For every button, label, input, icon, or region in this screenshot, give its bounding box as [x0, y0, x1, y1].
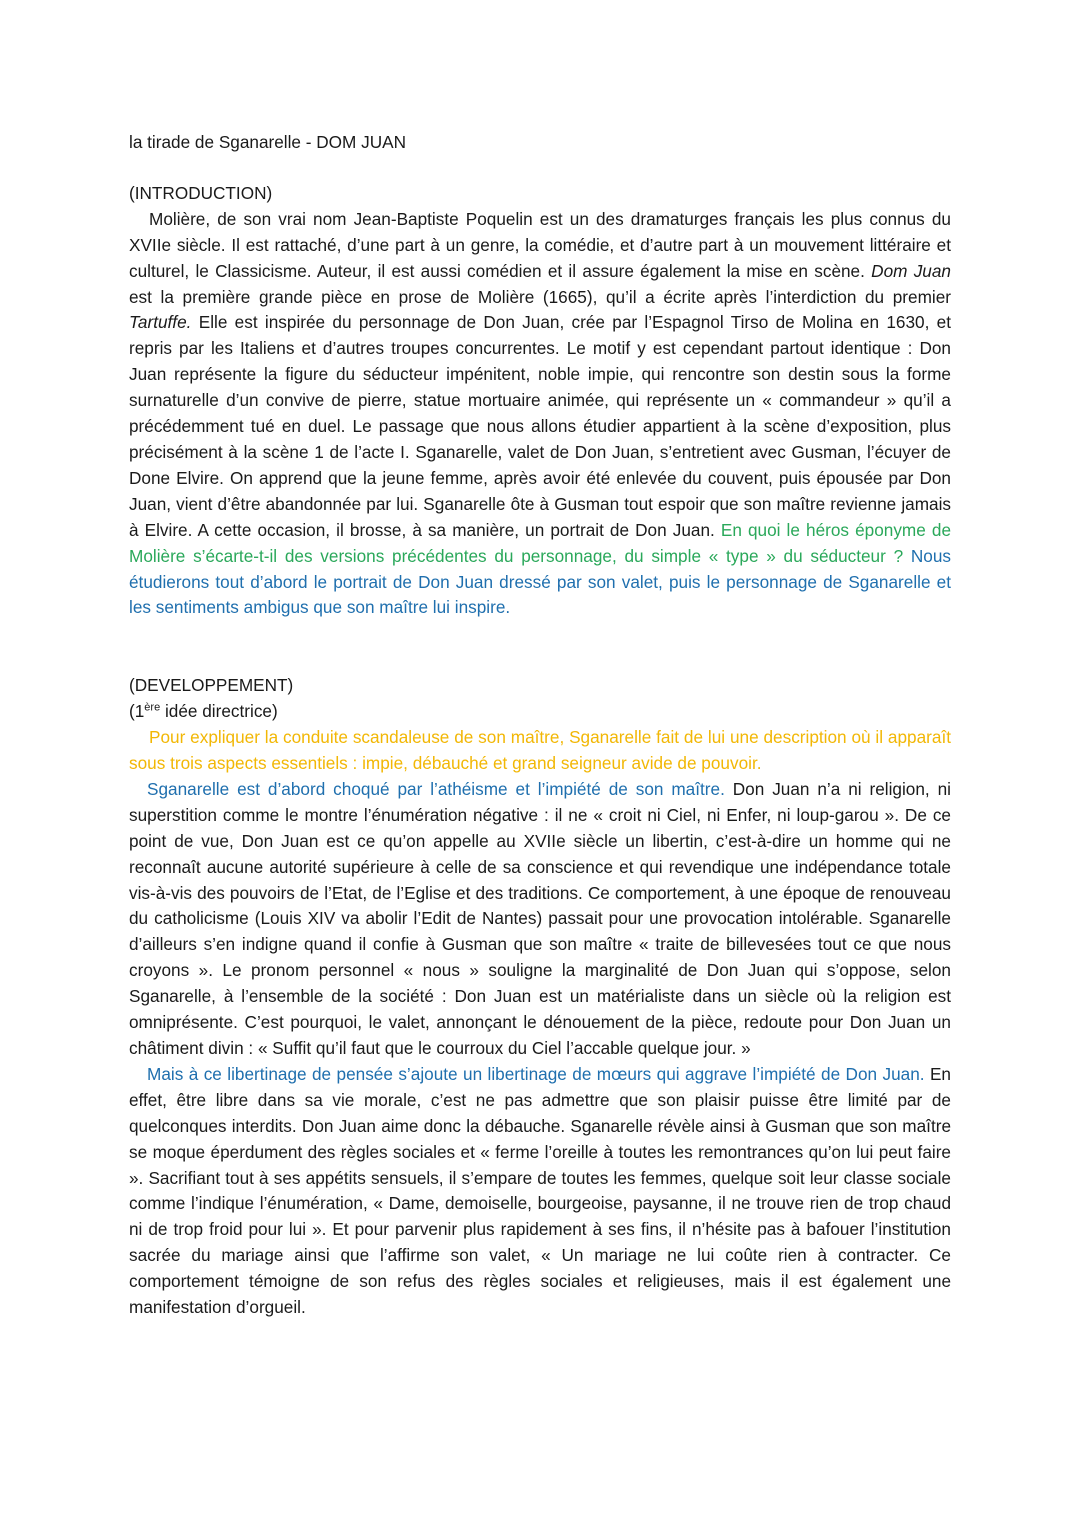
paragraph-debauche-body: En effet, être libre dans sa vie morale, c’est ne pas admettre que son plaisir puisse être limité par de quelconques interdits. Don Juan aime donc la débauche. Sganarelle révèle ainsi à Gusman que son maître se moque éperdument des règles sociales et « ferme l’oreille à toutes les remontrances qu’on lui peut faire ». Sacrifiant tout à ses appétits sensuels, il s’empare de toutes les femmes, quelque soit leur classe sociale comme l’indique l’énumération, « Dame, demoiselle, bourgeoise, paysanne, il ne trouve rien de trop chaud ni de trop froid pour lui ». Et pour parvenir plus rapidement à ses fins, il n’hésite pas à bafouer l’institution sacrée du mariage ainsi que l’affirme son valet, « Un mariage ne lui coûte rien à contracter. Ce comportement témoigne de son refus des règles sociales et religieuses, mais il est également une manifestation d’orgueil. — [129, 1063, 951, 1318]
main-idea: Pour expliquer la conduite scandaleuse de son maître, Sganarelle fait de lui une description où il apparaît sous trois aspects essentiels : impie, débauché et grand seigneur avide de pouvoir. — [129, 727, 951, 774]
idea-heading-open: (1 — [129, 701, 145, 722]
intro-text-3: Elle est inspirée du personnage de Don Juan, crée par l’Espagnol Tirso de Molina en 1630, et repris par les Italiens et d’autres troupes concurrentes. Le motif y est cependant partout identique : Don Juan représente la figure du séducteur impénitent, noble impie, qui rencontre son destin sous la forme surnaturelle d’un convive de pierre, statue mortuaire animée, qui représente un « commandeur » qu’il a précédemment tué en duel. Le passage que nous allons étudier appartient à la scène d’exposition, plus précisément à la scène 1 de l’acte I. Sganarelle, valet de Don Juan, s’entretient avec Gusman, l’écuyer de Done Elvire. On apprend que la jeune femme, après avoir été enlevée du couvent, puis épousée par Don Juan, vient d’être abandonnée par lui. Sganarelle ôte à Gusman tout espoir que son maître revienne jamais à Elvire. A cette occasion, il brosse, à sa manière, un portrait de Don Juan. — [129, 312, 951, 540]
idea-heading-rest: idée directrice) — [160, 701, 278, 722]
paragraph-impiete — [129, 777, 951, 1062]
problematique: En quoi le héros éponyme de Molière s’écarte-t-il des versions précédentes du personnage, du simple « type » du séducteur ? — [129, 519, 951, 566]
introduction-heading: (INTRODUCTION) — [129, 182, 273, 203]
introduction-paragraph — [129, 207, 951, 622]
intro-text-2: est la première grande pièce en prose de Molière (1665), qu’il a écrite après l’interdiction du premier — [129, 286, 951, 307]
document-title: la tirade de Sganarelle - DOM JUAN — [129, 132, 407, 152]
work-title: Dom Juan — [871, 260, 951, 281]
development-heading: (DEVELOPPEMENT) — [129, 675, 294, 696]
intro-text-1: Molière, de son vrai nom Jean-Baptiste Poquelin est un des dramaturges français les plus connus du XVIIe siècle. Il est rattaché, d’une part à un genre, la comédie, et d’autre part à un mouvement littéraire et culturel, le Classicisme. Auteur, il est aussi comédien et il assure également la mise en scène. — [129, 208, 951, 281]
idea-heading-sup: ère — [144, 701, 161, 714]
tartuffe-title: Tartuffe. — [129, 312, 192, 333]
paragraph-impiete-body: Don Juan n’a ni religion, ni superstition comme le montre l’énumération négative : il ne « croit ni Ciel, ni Enfer, ni loup-garou ». De ce point de vue, Don Juan est ce qu’on appelle au XVIIe siècle un libertin, c’est-à-dire un homme qui ne reconnaît aucune autorité supérieure à celle de sa conscience et qui revendique une indépendance totale vis-à-vis des pouvoirs de l’Etat, de l’Eglise et des traditions. Ce comportement, à une époque de renouveau du catholicisme (Louis XIV va abolir l’Edit de Nantes) passait pour une provocation intolérable. Sganarelle d’ailleurs s’en indigne quand il confie à Gusman que son maître « traite de billevesées tout ce que nous croyons ». Le pronom personnel « nous » souligne la marginalité de Don Juan qui s’oppose, selon Sganarelle, à l’ensemble de la société : Don Juan est un matérialiste dans un siècle où la religion est omniprésente. C’est pourquoi, le valet, annonçant le dénouement de la pièce, redoute pour Don Juan un châtiment divin : « Suffit qu’il faut que le courroux du Ciel l’accable quelque jour. » — [129, 778, 951, 1058]
paragraph-debauche — [129, 1062, 951, 1321]
section-spacer — [129, 621, 951, 673]
paragraph-impiete-lead: Sganarelle est d’abord choqué par l’athéisme et l’impiété de son maître. — [147, 778, 725, 799]
paragraph-debauche-lead: Mais à ce libertinage de pensée s’ajoute un libertinage de mœurs qui aggrave l’impiété de Don Juan. — [147, 1063, 925, 1084]
plan-annonce: Nous étudierons tout d’abord le portrait de Don Juan dressé par son valet, puis le personnage de Sganarelle et les sentiments ambigus que son maître lui inspire. — [129, 545, 951, 618]
idea-heading — [129, 699, 951, 725]
document-page — [129, 130, 951, 1321]
